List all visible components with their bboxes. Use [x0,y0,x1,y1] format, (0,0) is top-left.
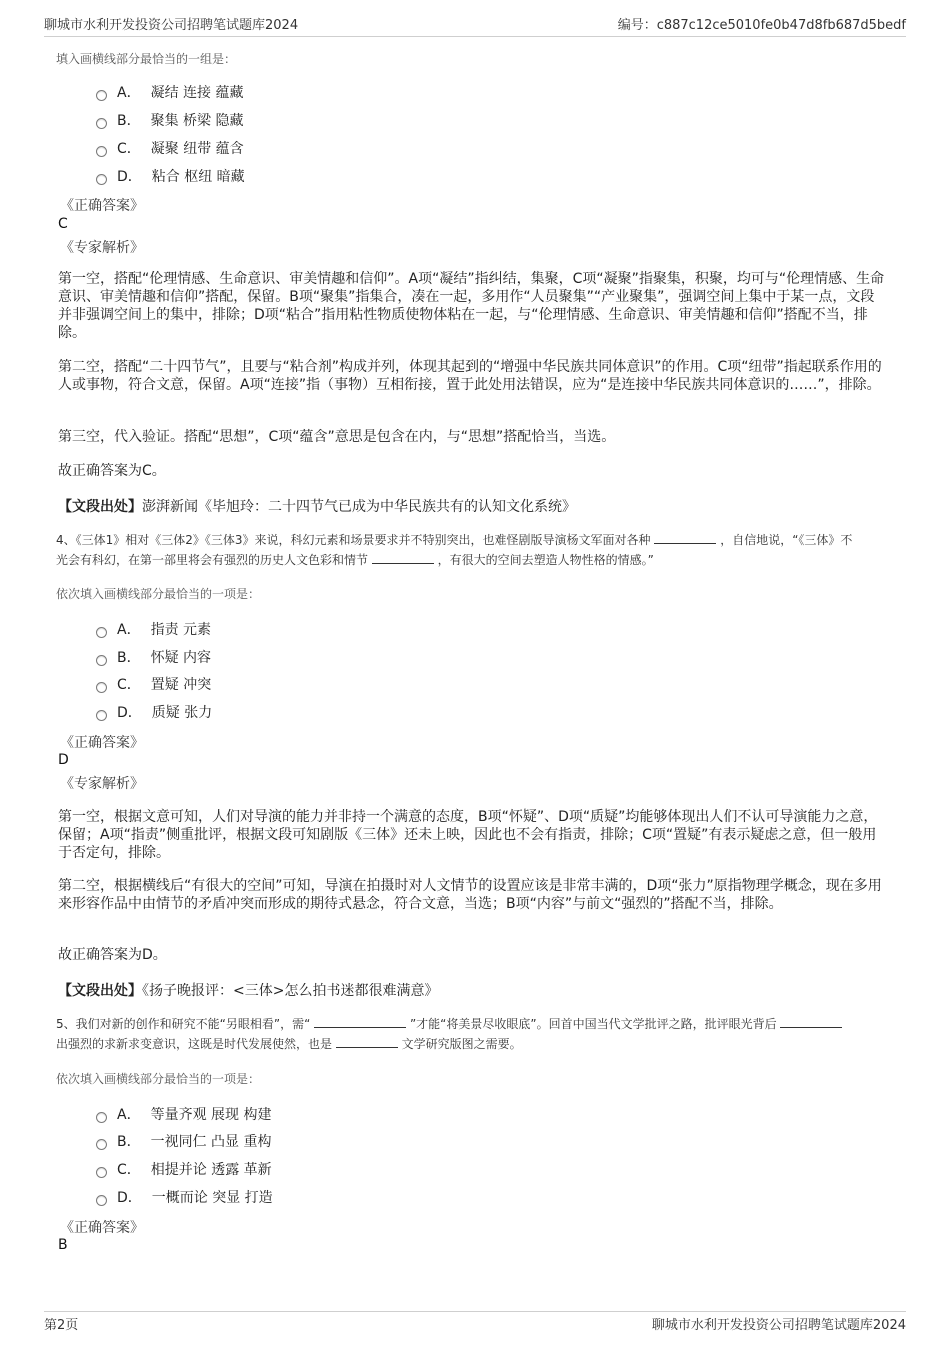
option-text: 凝聚 纽带 蕴含 [150,141,244,157]
footer-title: 聊城市水利开发投资公司招聘笔试题库2024 [651,1318,906,1333]
radio-icon[interactable] [96,1167,107,1178]
q4-option-a[interactable] [96,618,211,640]
q5-answer: B [58,1237,68,1253]
q4-option-d[interactable] [96,701,212,723]
q4-text-part-2: ，自信地说，“《三体》不光会有科幻，在第一部里将会有强烈的历史人文色彩和情节 [56,533,853,567]
option-text: 聚集 桥梁 隐藏 [150,113,244,129]
radio-icon[interactable] [96,1112,107,1123]
source-text: 澎湃新闻《毕旭玲：二十四节气已成为中华民族共有的认知文化系统》 [142,499,576,515]
q5-prompt: 依次填入画横线部分最恰当的一项是： [56,1072,261,1086]
radio-icon[interactable] [96,627,107,638]
option-text: 置疑 冲突 [150,677,212,693]
q4-source [58,980,438,1000]
radio-icon[interactable] [96,174,107,185]
header-code: 编号：c887c12ce5010fe0b47d8fb687d5bedf [617,18,906,33]
source-text: 《扬子晚报评：<三体>怎么拍书迷都很难满意》 [142,983,439,999]
q4-question-text [56,530,856,570]
radio-icon[interactable] [96,710,107,721]
header-title: 聊城市水利开发投资公司招聘笔试题库2024 [44,18,299,33]
q4-option-b[interactable] [96,646,211,668]
q5-option-c[interactable] [96,1158,272,1180]
radio-icon[interactable] [96,655,107,666]
q5-blank-2 [780,1015,842,1028]
q3-option-b[interactable] [96,109,244,131]
option-letter: A． [117,622,141,638]
radio-icon[interactable] [96,682,107,693]
q5-option-d[interactable] [96,1186,273,1208]
q4-analysis-para-3: 故正确答案为D。 [58,947,167,963]
option-letter: A． [117,1107,141,1123]
q3-prompt: 填入画横线部分最恰当的一组是： [56,52,237,66]
option-letter: D． [117,169,142,185]
footer-page-number: 第2页 [44,1318,79,1333]
q3-answer-label: 《正确答案》 [60,198,144,214]
q3-option-d[interactable] [96,165,245,187]
q4-analysis-label: 《专家解析》 [60,776,144,792]
q4-prompt: 依次填入画横线部分最恰当的一项是： [56,587,261,601]
q3-option-c[interactable] [96,137,244,159]
option-letter: D． [117,1190,142,1206]
option-letter: B． [117,113,141,129]
q3-analysis-para-1: 第一空，搭配“伦理情感、生命意识、审美情趣和信仰”。A项“凝结”指纠结，集聚，C项“凝聚”指聚集，积聚，均可与“伦理情感、生命意识、审美情趣和信仰”搭配，保留。B项“聚集”指集合，凑在一起，多用作“人员聚集”“产业聚集”，强调空间上集中于某一点，文段并非强调空间上的集中，排除；D项“粘合”指用粘性物质使物体粘在一起，与“伦理情感、生命意识、审美情趣和信仰”搭配不当，排除。 [58,271,885,341]
radio-icon[interactable] [96,146,107,157]
q5-text-part-2: ”才能“将美景尽收眼底”。回首中国当代文学批评之路，批评眼光背后 [409,1017,777,1031]
q3-analysis-para-2: 第二空，搭配“二十四节气”，且要与“粘合剂”构成并列，体现其起到的“增强中华民族共同体意识”的作用。C项“纽带”指起联系作用的人或事物，符合文意，保留。A项“连接”指（事物）互相衔接，置于此处用法错误，应为“是连接中华民族共同体意识的……”，排除。 [58,359,882,393]
q4-answer-label: 《正确答案》 [60,735,144,751]
option-text: 等量齐观 展现 构建 [150,1107,272,1123]
page-footer [44,1311,906,1338]
q3-analysis-label: 《专家解析》 [60,240,144,256]
q3-source [58,496,576,516]
option-text: 凝结 连接 蕴藏 [150,85,244,101]
source-label: 【文段出处】 [58,499,142,515]
q4-analysis-para-1: 第一空，根据文意可知，人们对导演的能力并非持一个满意的态度，B项“怀疑”、D项“质疑”均能够体现出人们不认可导演能力之意，保留；A项“指责”侧重批评，根据文段可知剧版《三体》还未上映，因此也不会有指责，排除；C项“置疑”有表示疑虑之意，但一般用于否定句，排除。 [58,809,878,861]
option-letter: D． [117,705,142,721]
q5-text-part-4: 文学研究版图之需要。 [401,1037,522,1051]
radio-icon[interactable] [96,118,107,129]
option-text: 粘合 枢纽 暗藏 [151,169,245,185]
source-label: 【文段出处】 [58,983,142,999]
option-text: 质疑 张力 [151,705,213,721]
q3-analysis-para-4: 故正确答案为C。 [58,463,166,479]
option-letter: C． [117,677,141,693]
option-letter: C． [117,141,141,157]
option-letter: B． [117,1134,141,1150]
option-letter: B． [117,650,141,666]
q5-option-b[interactable] [96,1130,272,1152]
option-text: 一概而论 突显 打造 [151,1190,273,1206]
radio-icon[interactable] [96,1195,107,1206]
q5-blank-1 [314,1015,406,1028]
option-letter: C． [117,1162,141,1178]
q5-option-a[interactable] [96,1103,271,1125]
q5-text-part-1: 5、我们对新的创作和研究不能“另眼相看”，需“ [56,1017,311,1031]
option-text: 指责 元素 [150,622,212,638]
option-text: 怀疑 内容 [150,650,212,666]
radio-icon[interactable] [96,90,107,101]
q3-answer: C [58,216,68,232]
option-text: 一视同仁 凸显 重构 [150,1134,272,1150]
q4-blank-2 [372,551,434,564]
q4-option-c[interactable] [96,673,211,695]
q5-text-part-3: 出强烈的求新求变意识，这既是时代发展使然，也是 [56,1037,333,1051]
page-header [44,10,906,37]
q5-answer-label: 《正确答案》 [60,1220,144,1236]
radio-icon[interactable] [96,1139,107,1150]
q3-option-a[interactable] [96,81,243,103]
q4-blank-1 [654,531,716,544]
option-letter: A． [117,85,141,101]
q3-analysis-para-3: 第三空，代入验证。搭配“思想”，C项“蕴含”意思是包含在内，与“思想”搭配恰当，当选。 [58,429,616,445]
q4-answer: D [58,752,69,768]
q5-blank-3 [336,1035,398,1048]
option-text: 相提并论 透露 革新 [150,1162,272,1178]
q5-question-text [56,1014,856,1054]
q4-text-part-3: ，有很大的空间去塑造人物性格的情感。” [437,553,654,567]
q4-text-part-1: 4、《三体1》相对《三体2》《三体3》来说，科幻元素和场景要求并不特别突出，也难怪剧版导演杨文军面对各种 [56,533,651,547]
q4-analysis-para-2: 第二空，根据横线后“有很大的空间”可知，导演在拍摄时对人文情节的设置应该是非常丰满的，D项“张力”原指物理学概念，现在多用来形容作品中由情节的矛盾冲突而形成的期待式悬念，符合文意，当选；B项“内容”与前文“强烈的”搭配不当，排除。 [58,878,882,912]
